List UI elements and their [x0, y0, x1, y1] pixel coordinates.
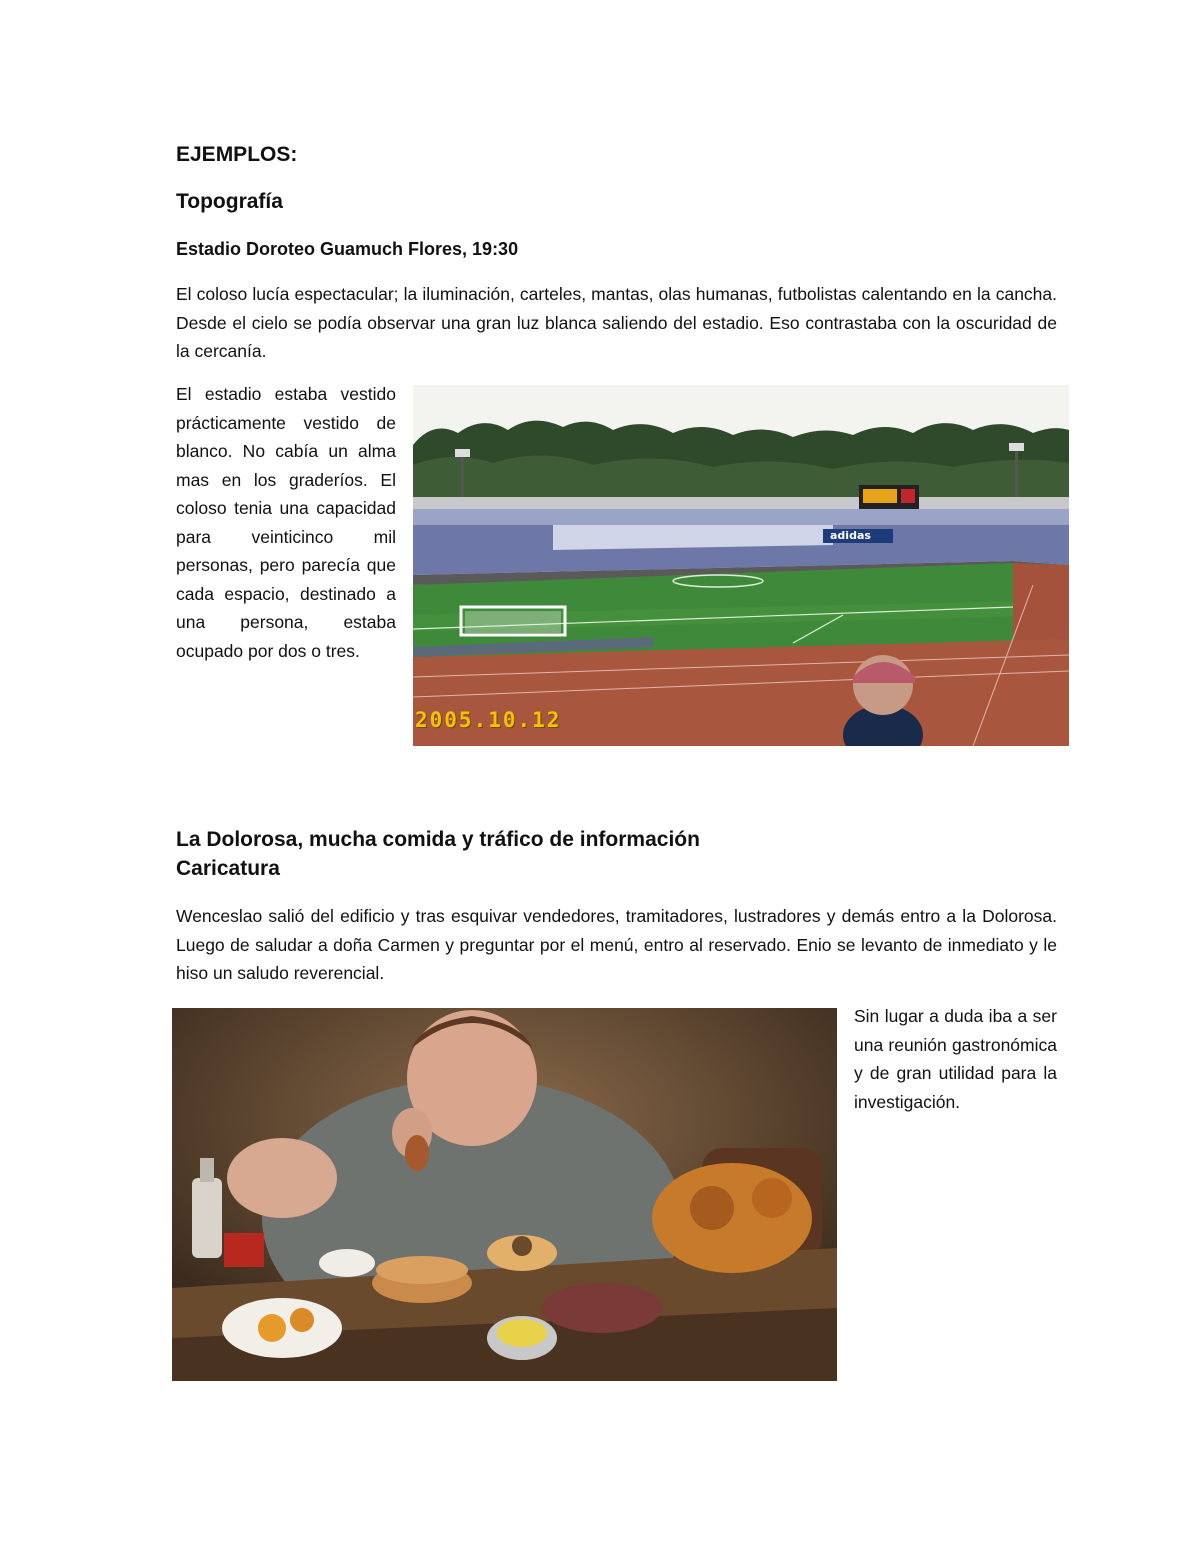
topografia-side-text: El estadio estaba vestido prácticamente vestido de blanco. No cabía un alma mas en los graderíos. El coloso tenia una capacidad para veinticinco mil personas, pero parecía que cada espacio, destinado a una persona, estaba ocupado por dos o tres. [176, 384, 396, 661]
topografia-paragraph: El coloso lucía espectacular; la iluminación, carteles, mantas, olas humanas, futbolistas calentando en la cancha. Desde el cielo se podía observar una gran luz blanca saliendo del estadio. Eso contrastaba con la oscuridad de la cercanía. [176, 284, 1057, 361]
topografia-subtitle: Estadio Doroteo Guamuch Flores, 19:30 [176, 239, 519, 259]
caricatura-side-text: Sin lugar a duda iba a ser una reunión gastronómica y de gran utilidad para la investigación. [854, 1006, 1057, 1112]
caricatura-title-line1: La Dolorosa, mucha comida y tráfico de información [176, 828, 700, 851]
topografia-title: Topografía [176, 190, 283, 213]
caricature-photo [172, 1008, 837, 1381]
section-title: EJEMPLOS: [176, 143, 298, 166]
caricatura-paragraph: Wenceslao salió del edificio y tras esquivar vendedores, tramitadores, lustradores y demás entro a la Dolorosa. Luego de saludar a doña Carmen y preguntar por el menú, entro al reservado. Enio se levanto de inmediato y le hiso un saludo reverencial. [176, 906, 1057, 983]
ad-board-text: adidas [830, 529, 871, 542]
caricatura-title-line2: Caricatura [176, 857, 280, 880]
stadium-photo [413, 385, 1069, 746]
date-stamp: 2005.10.12 [415, 708, 562, 732]
